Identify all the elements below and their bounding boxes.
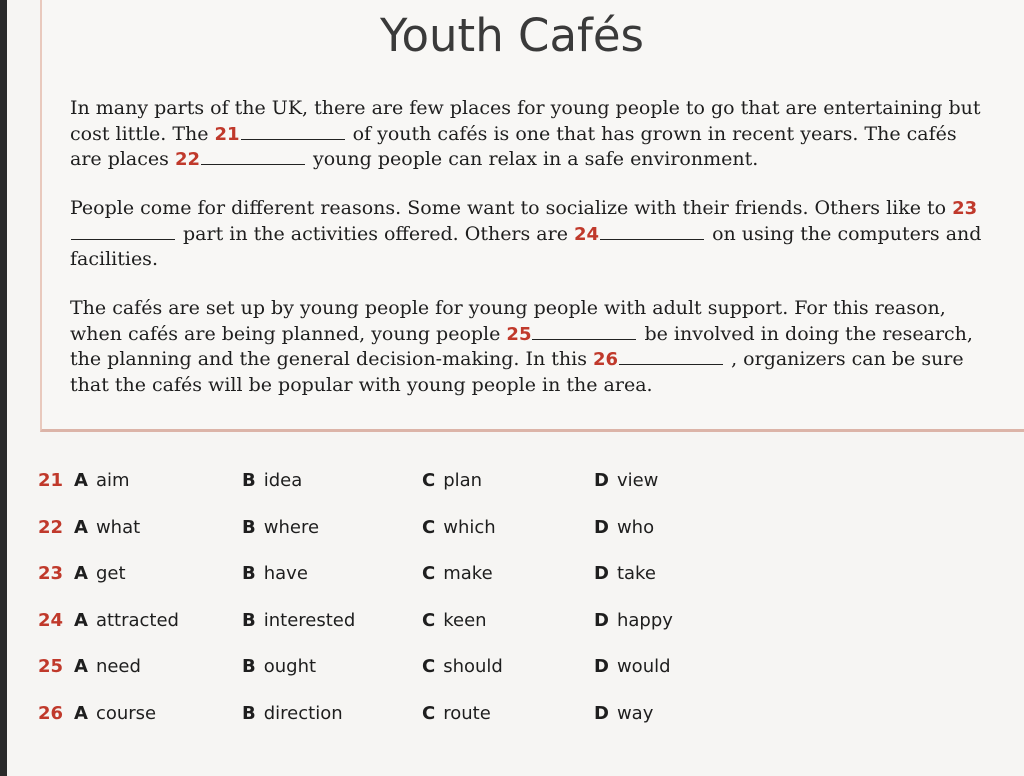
gap-number: 26 — [593, 349, 619, 370]
option-b[interactable] — [242, 656, 316, 677]
option-text: what — [95, 516, 141, 538]
passage-text: part in the activities offered. Others are — [183, 222, 575, 245]
option-text: should — [443, 656, 503, 677]
option-text: make — [443, 563, 493, 584]
paragraph-3 — [70, 296, 990, 398]
option-text: where — [263, 516, 320, 538]
option-text: which — [443, 516, 496, 538]
option-text: idea — [263, 470, 303, 491]
option-text: interested — [263, 609, 356, 631]
option-text: who — [616, 516, 655, 538]
option-d[interactable] — [594, 470, 658, 491]
option-letter: C — [422, 563, 436, 584]
option-letter: D — [594, 609, 609, 631]
question-number: 23 — [38, 563, 64, 584]
passage-text: In many parts of the UK, there are few places for young people to go that are entertaining but cost little. The — [70, 97, 981, 145]
option-a[interactable] — [74, 517, 140, 538]
passage-text: on using the computers and facilities. — [70, 222, 982, 270]
option-b[interactable] — [242, 517, 319, 538]
gap-number: 25 — [506, 323, 532, 345]
option-text: take — [616, 563, 656, 584]
option-text: route — [443, 702, 491, 724]
option-text: get — [95, 563, 126, 584]
option-c[interactable] — [422, 610, 487, 631]
answer-blank[interactable] — [532, 325, 636, 340]
option-letter: B — [242, 516, 256, 538]
passage-text: of youth cafés is one that has grown in recent years. The cafés are places — [70, 122, 957, 170]
option-text: plan — [443, 470, 483, 491]
option-letter: A — [74, 516, 88, 538]
option-c[interactable] — [422, 517, 496, 538]
option-d[interactable] — [594, 563, 656, 584]
option-a[interactable] — [74, 703, 156, 724]
option-text: attracted — [95, 609, 179, 631]
question-number: 22 — [38, 516, 64, 538]
option-a[interactable] — [74, 470, 130, 491]
option-a[interactable] — [74, 656, 141, 677]
option-letter: A — [74, 609, 88, 631]
answer-blank[interactable] — [619, 350, 723, 365]
question-number: 24 — [38, 609, 64, 631]
option-b[interactable] — [242, 703, 343, 724]
option-letter: A — [74, 470, 88, 491]
gap-number: 23 — [952, 198, 978, 219]
option-text: need — [95, 656, 141, 677]
option-a[interactable] — [74, 610, 179, 631]
question-number: 26 — [38, 702, 64, 724]
gap-number: 24 — [574, 223, 600, 245]
option-c[interactable] — [422, 563, 493, 584]
option-a[interactable] — [74, 563, 126, 584]
page-title: Youth Cafés — [379, 9, 644, 62]
option-text: view — [616, 470, 659, 491]
option-c[interactable] — [422, 656, 503, 677]
paragraph-2 — [70, 196, 990, 273]
passage-text: young people can relax in a safe environment. — [313, 148, 759, 170]
answer-blank[interactable] — [201, 150, 305, 165]
option-letter: C — [422, 516, 436, 538]
option-letter: C — [422, 702, 436, 724]
option-d[interactable] — [594, 517, 654, 538]
option-text: would — [616, 656, 671, 677]
option-letter: C — [422, 656, 436, 677]
left-edge-strip — [0, 0, 7, 776]
question-number: 21 — [38, 470, 64, 491]
answer-blank[interactable] — [600, 225, 704, 240]
option-letter: A — [74, 702, 88, 724]
option-b[interactable] — [242, 563, 308, 584]
option-letter: A — [74, 656, 88, 677]
option-letter: C — [422, 470, 436, 491]
option-letter: D — [594, 563, 609, 584]
paragraph-1 — [70, 96, 990, 173]
option-text: way — [616, 702, 654, 724]
answer-blank[interactable] — [71, 225, 175, 240]
option-letter: B — [242, 702, 256, 724]
option-c[interactable] — [422, 703, 491, 724]
option-letter: B — [242, 656, 256, 677]
option-text: direction — [263, 702, 343, 724]
passage-text: The cafés are set up by young people for young people with adult support. For this reason, when cafés are being planned, young people — [70, 297, 946, 345]
option-letter: D — [594, 470, 609, 491]
option-b[interactable] — [242, 610, 355, 631]
option-text: keen — [443, 609, 487, 631]
option-letter: D — [594, 702, 609, 724]
option-letter: B — [242, 609, 256, 631]
option-d[interactable] — [594, 656, 671, 677]
option-text: course — [95, 702, 157, 724]
option-b[interactable] — [242, 470, 302, 491]
option-text: ought — [263, 656, 317, 677]
option-d[interactable] — [594, 703, 653, 724]
gap-number: 22 — [174, 149, 200, 170]
option-text: happy — [616, 609, 673, 631]
option-letter: D — [594, 516, 609, 538]
question-number: 25 — [38, 656, 64, 677]
passage-text: be involved in doing the research, the planning and the general decision-making. In this — [70, 322, 973, 370]
option-letter: A — [74, 563, 88, 584]
option-text: have — [263, 563, 308, 584]
option-letter: B — [242, 470, 256, 491]
option-letter: D — [594, 656, 609, 677]
option-c[interactable] — [422, 470, 482, 491]
option-letter: B — [242, 563, 256, 584]
answer-blank[interactable] — [241, 125, 345, 140]
gap-number: 21 — [214, 123, 240, 145]
option-letter: C — [422, 609, 436, 631]
passage-text: , organizers can be sure that the cafés will be popular with young people in the area. — [70, 348, 964, 396]
option-text: aim — [95, 470, 130, 491]
passage-text: People come for different reasons. Some want to socialize with their friends. Others like to — [70, 197, 953, 219]
option-d[interactable] — [594, 610, 673, 631]
